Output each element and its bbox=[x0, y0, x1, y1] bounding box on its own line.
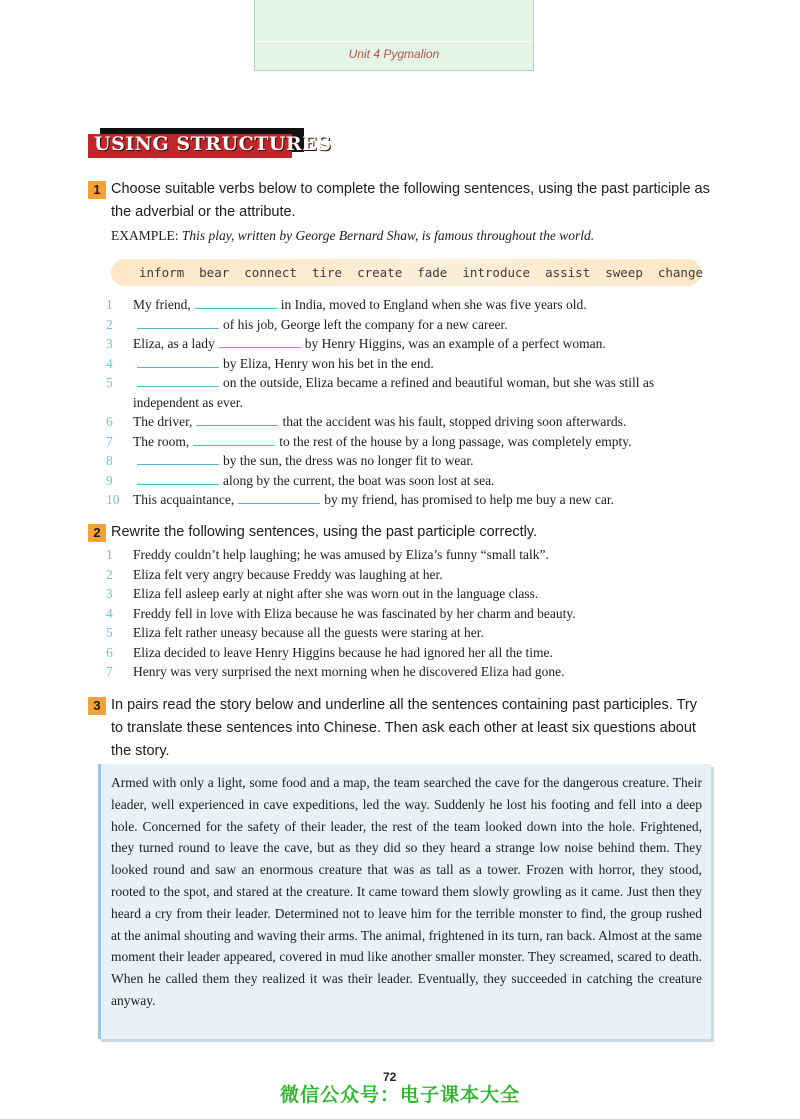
word-bank-item: tire bbox=[311, 265, 343, 280]
item-text-after: on the outside, Eliza became a refined and beautiful woman, but she was still as independent as ever. bbox=[133, 375, 655, 410]
item-text-after: of his job, George left the company for a new career. bbox=[223, 316, 508, 332]
item-text-before: The room, bbox=[133, 433, 190, 449]
list-item bbox=[106, 334, 716, 354]
banner-title: USING STRUCTURES bbox=[94, 133, 332, 155]
item-text-before: This acquaintance, bbox=[133, 492, 235, 507]
item-number: 6 bbox=[106, 414, 113, 429]
list-item bbox=[106, 565, 716, 585]
list-item bbox=[106, 451, 716, 471]
story-text: Armed with only a light, some food and a map, the team searched the cave for the dangerous creature. Their leader, well experienced in cave expeditions, led the way. Suddenly he lost his footing and fell into a deep hole. Concerned for the safety of their leader, the rest of the team looked down into the hole. Frightened, they turned round to leave the cave, but as they did so they heard a strange low noise behind them. They looked round and saw an enormous creature that was as tall as a tower. Frozen with horror, they stood, rooted to the spot, and stared at the creature. It came toward them slowly growling as it came. Just then they heard a cry from their leader. Determined not to leave him for the terrible monster to find, the group rushed at the animal shouting and waving their arms. The animal, frightened in its turn, ran back. Almost at the same moment their leader appeared, covered in mud like another smaller monster. They screamed, scared to death. When he called them they realized it was their leader. Eventually, they succeeded in catching the creature anyway. bbox=[111, 775, 702, 1008]
word-bank-item: connect bbox=[244, 265, 297, 280]
list-item bbox=[106, 584, 716, 604]
item-text: Eliza felt very angry because Freddy was laughing at her. bbox=[133, 566, 443, 582]
item-text-after: by Eliza, Henry won his bet in the end. bbox=[223, 355, 434, 371]
unit-header bbox=[254, 0, 534, 71]
answer-blank[interactable] bbox=[137, 472, 219, 485]
item-number: 4 bbox=[106, 355, 113, 371]
exercise-number-3: 3 bbox=[88, 697, 106, 715]
exercise-1-instruction: Choose suitable verbs below to complete the following sentences, using the past participle as the adverbial or the attribute. bbox=[111, 181, 710, 220]
item-text: Freddy fell in love with Eliza because he was fascinated by her charm and beauty. bbox=[133, 605, 576, 621]
list-item bbox=[106, 373, 716, 412]
word-bank-item: create bbox=[357, 265, 403, 280]
item-number: 4 bbox=[106, 605, 113, 621]
list-item bbox=[106, 545, 716, 565]
item-number: 7 bbox=[106, 664, 113, 679]
answer-blank[interactable] bbox=[219, 335, 301, 348]
word-bank bbox=[111, 259, 704, 286]
list-item bbox=[106, 643, 716, 663]
item-text-before: My friend, bbox=[133, 297, 191, 312]
item-text-after: by my friend, has promised to help me buy a new car. bbox=[324, 492, 615, 507]
item-text-after: by the sun, the dress was no longer fit to wear. bbox=[223, 453, 474, 468]
item-number: 1 bbox=[106, 547, 113, 562]
list-item bbox=[106, 623, 716, 643]
answer-blank[interactable] bbox=[137, 316, 219, 329]
watermark-text: 微信公众号：电子课本大全 bbox=[279, 1084, 520, 1106]
word-bank-item: fade bbox=[417, 265, 448, 280]
header-divider bbox=[255, 41, 533, 42]
word-bank-item: sweep bbox=[605, 265, 643, 280]
item-text-after: that the accident was his fault, stopped driving soon afterwards. bbox=[282, 414, 627, 429]
answer-blank[interactable] bbox=[196, 413, 278, 426]
exercise-number-2: 2 bbox=[88, 524, 106, 542]
exercise-3-instruction: In pairs read the story below and underline all the sentences containing past participles. Try to translate these sentences into Chinese. Then ask each other at least six questions about the story. bbox=[111, 697, 697, 759]
list-item bbox=[106, 315, 716, 335]
list-item bbox=[106, 471, 716, 491]
list-item bbox=[106, 295, 716, 315]
example-line bbox=[111, 228, 594, 244]
item-text-before: Eliza, as a lady bbox=[133, 336, 215, 351]
list-item bbox=[106, 604, 716, 624]
word-bank-item: bear bbox=[199, 265, 230, 280]
list-item bbox=[106, 412, 716, 432]
item-number: 3 bbox=[106, 336, 113, 351]
item-number: 3 bbox=[106, 586, 113, 601]
answer-blank[interactable] bbox=[137, 374, 219, 387]
answer-blank[interactable] bbox=[238, 491, 320, 504]
item-text: Eliza felt rather uneasy because all the guests were staring at her. bbox=[133, 625, 484, 640]
item-text-after: in India, moved to England when she was five years old. bbox=[280, 297, 587, 312]
example-text: This play, written by George Bernard Shaw, is famous throughout the world. bbox=[181, 228, 595, 243]
exercise-number-1: 1 bbox=[88, 181, 106, 199]
item-number: 8 bbox=[106, 453, 113, 468]
item-text-after: along by the current, the boat was soon lost at sea. bbox=[223, 472, 495, 488]
answer-blank[interactable] bbox=[137, 452, 219, 465]
item-text-after: to the rest of the house by a long passage, was completely empty. bbox=[279, 433, 632, 449]
item-number: 10 bbox=[106, 492, 120, 507]
page-number: 72 bbox=[383, 1070, 397, 1084]
item-number: 5 bbox=[106, 375, 113, 390]
item-number: 7 bbox=[106, 433, 113, 449]
word-bank-item: assist bbox=[545, 265, 591, 280]
example-label: EXAMPLE: bbox=[111, 228, 179, 243]
list-item bbox=[106, 432, 716, 452]
answer-blank[interactable] bbox=[137, 355, 219, 368]
item-number: 1 bbox=[106, 297, 113, 312]
list-item bbox=[106, 354, 716, 374]
item-text: Eliza fell asleep early at night after she was worn out in the language class. bbox=[133, 586, 539, 601]
item-number: 6 bbox=[106, 644, 113, 660]
item-text-before: The driver, bbox=[133, 414, 193, 429]
exercise-2-instruction: Rewrite the following sentences, using the past participle correctly. bbox=[111, 524, 538, 540]
item-text-after: by Henry Higgins, was an example of a perfect woman. bbox=[304, 336, 606, 351]
exercise-1-list bbox=[106, 295, 716, 510]
item-text: Eliza decided to leave Henry Higgins because he had ignored her all the time. bbox=[133, 644, 553, 660]
list-item bbox=[106, 662, 716, 682]
item-text: Henry was very surprised the next morning when he discovered Eliza had gone. bbox=[133, 664, 565, 679]
item-number: 5 bbox=[106, 625, 113, 640]
list-item bbox=[106, 490, 716, 510]
answer-blank[interactable] bbox=[195, 296, 277, 309]
item-text: Freddy couldn’t help laughing; he was amused by Eliza’s funny “small talk”. bbox=[133, 547, 549, 562]
item-number: 2 bbox=[106, 316, 113, 332]
section-banner bbox=[88, 128, 332, 162]
unit-title: Unit 4 Pygmalion bbox=[348, 47, 440, 61]
exercise-2-list bbox=[106, 545, 716, 682]
word-bank-item: inform bbox=[139, 265, 185, 280]
item-number: 9 bbox=[106, 472, 113, 488]
item-number: 2 bbox=[106, 566, 113, 582]
answer-blank[interactable] bbox=[193, 433, 275, 446]
word-bank-item: introduce bbox=[462, 265, 531, 280]
word-bank-item: change bbox=[657, 265, 704, 280]
